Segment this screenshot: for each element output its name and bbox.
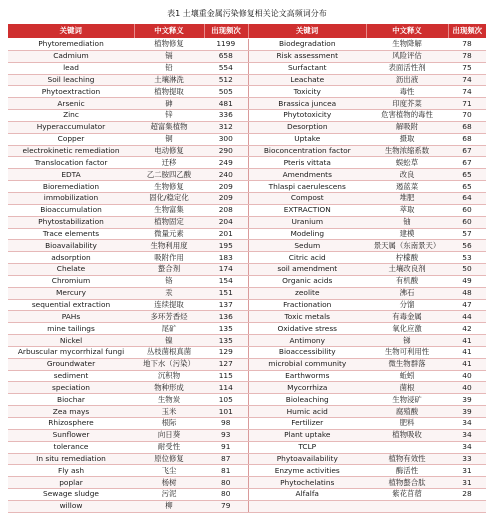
left-chinese-cell: 铜 bbox=[134, 133, 204, 145]
right-frequency-cell: 74 bbox=[448, 86, 486, 98]
left-chinese-cell: 生物富集 bbox=[134, 204, 204, 216]
left-keyword-cell: Zinc bbox=[8, 110, 134, 122]
left-keyword-cell: electrokinetic remediation bbox=[8, 145, 134, 157]
table-row bbox=[8, 299, 486, 311]
left-frequency-cell: 80 bbox=[204, 489, 248, 501]
left-keyword-cell: In situ remediation bbox=[8, 453, 134, 465]
right-chinese-cell bbox=[366, 500, 448, 512]
left-keyword-cell: Arsenic bbox=[8, 98, 134, 110]
left-frequency-cell: 101 bbox=[204, 406, 248, 418]
left-frequency-cell: 249 bbox=[204, 157, 248, 169]
table-row bbox=[8, 370, 486, 382]
right-keyword-cell: Mycorrhiza bbox=[248, 382, 366, 394]
right-chinese-cell: 印度芥菜 bbox=[366, 98, 448, 110]
table-row bbox=[8, 311, 486, 323]
right-frequency-cell: 42 bbox=[448, 323, 486, 335]
left-chinese-cell: 电动修复 bbox=[134, 145, 204, 157]
table-row bbox=[8, 323, 486, 335]
left-frequency-cell: 114 bbox=[204, 382, 248, 394]
left-keyword-cell: sequential extraction bbox=[8, 299, 134, 311]
left-keyword-cell: Soil leaching bbox=[8, 74, 134, 86]
left-keyword-cell: Bioremediation bbox=[8, 181, 134, 193]
right-frequency-cell: 40 bbox=[448, 370, 486, 382]
right-frequency-cell: 60 bbox=[448, 204, 486, 216]
left-chinese-cell: 生物修复 bbox=[134, 181, 204, 193]
left-chinese-cell: 飞尘 bbox=[134, 465, 204, 477]
left-keyword-cell: Chromium bbox=[8, 275, 134, 287]
left-frequency-cell: 127 bbox=[204, 358, 248, 370]
right-keyword-cell: zeolite bbox=[248, 287, 366, 299]
left-chinese-cell: 螯合剂 bbox=[134, 264, 204, 276]
table-row bbox=[8, 358, 486, 370]
right-keyword-cell: Plant uptake bbox=[248, 429, 366, 441]
right-keyword-cell: Biodegradation bbox=[248, 39, 366, 51]
table-row bbox=[8, 252, 486, 264]
left-chinese-cell: 地下水（污染） bbox=[134, 358, 204, 370]
right-frequency-cell: 34 bbox=[448, 429, 486, 441]
left-chinese-cell: 耐受性 bbox=[134, 441, 204, 453]
right-frequency-cell: 34 bbox=[448, 441, 486, 453]
table-row bbox=[8, 62, 486, 74]
table-row bbox=[8, 429, 486, 441]
right-keyword-cell: Brassica juncea bbox=[248, 98, 366, 110]
right-chinese-cell: 铀 bbox=[366, 216, 448, 228]
right-frequency-cell: 49 bbox=[448, 275, 486, 287]
right-keyword-cell: Modeling bbox=[248, 228, 366, 240]
table-row bbox=[8, 98, 486, 110]
right-keyword-cell: Antimony bbox=[248, 335, 366, 347]
left-frequency-cell: 174 bbox=[204, 264, 248, 276]
left-chinese-cell: 生物炭 bbox=[134, 394, 204, 406]
left-frequency-cell: 93 bbox=[204, 429, 248, 441]
right-frequency-cell: 75 bbox=[448, 62, 486, 74]
right-frequency-cell: 56 bbox=[448, 240, 486, 252]
right-chinese-cell: 肥料 bbox=[366, 418, 448, 430]
left-keyword-cell: Zea mays bbox=[8, 406, 134, 418]
left-frequency-cell: 1199 bbox=[204, 39, 248, 51]
left-frequency-cell: 154 bbox=[204, 275, 248, 287]
left-chinese-cell: 土壤淋洗 bbox=[134, 74, 204, 86]
left-chinese-cell: 迁移 bbox=[134, 157, 204, 169]
left-chinese-cell: 植物固定 bbox=[134, 216, 204, 228]
right-keyword-cell: Bioaccessibility bbox=[248, 346, 366, 358]
left-chinese-cell: 尾矿 bbox=[134, 323, 204, 335]
table-row bbox=[8, 110, 486, 122]
right-keyword-cell: EXTRACTION bbox=[248, 204, 366, 216]
right-chinese-cell: 改良 bbox=[366, 169, 448, 181]
left-keyword-cell: sediment bbox=[8, 370, 134, 382]
right-frequency-cell: 47 bbox=[448, 299, 486, 311]
left-keyword-cell: Cadmium bbox=[8, 50, 134, 62]
table-row bbox=[8, 157, 486, 169]
header-chinese-right: 中文释义 bbox=[366, 24, 448, 39]
right-keyword-cell: soil amendment bbox=[248, 264, 366, 276]
table-caption: 表1 土壤重金属污染修复相关论文高频词分布 bbox=[167, 9, 327, 18]
left-chinese-cell: 生物利用度 bbox=[134, 240, 204, 252]
table-row bbox=[8, 394, 486, 406]
right-frequency-cell: 48 bbox=[448, 287, 486, 299]
table-row bbox=[8, 346, 486, 358]
right-keyword-cell: Enzyme activities bbox=[248, 465, 366, 477]
right-chinese-cell: 有毒金属 bbox=[366, 311, 448, 323]
left-keyword-cell: Rhizosphere bbox=[8, 418, 134, 430]
left-frequency-cell: 151 bbox=[204, 287, 248, 299]
keyword-frequency-table bbox=[8, 24, 486, 513]
right-keyword-cell: Bioconcentration factor bbox=[248, 145, 366, 157]
table-row bbox=[8, 181, 486, 193]
left-keyword-cell: Groundwater bbox=[8, 358, 134, 370]
right-keyword-cell: Sedum bbox=[248, 240, 366, 252]
left-keyword-cell: immobilization bbox=[8, 192, 134, 204]
table-row bbox=[8, 216, 486, 228]
left-chinese-cell: 玉米 bbox=[134, 406, 204, 418]
right-keyword-cell: Humic acid bbox=[248, 406, 366, 418]
right-frequency-cell: 65 bbox=[448, 169, 486, 181]
right-frequency-cell: 31 bbox=[448, 465, 486, 477]
right-chinese-cell: 微生物群落 bbox=[366, 358, 448, 370]
left-keyword-cell: Nickel bbox=[8, 335, 134, 347]
left-chinese-cell: 根际 bbox=[134, 418, 204, 430]
left-chinese-cell: 植物提取 bbox=[134, 86, 204, 98]
left-frequency-cell: 79 bbox=[204, 500, 248, 512]
right-chinese-cell: 生物可利用性 bbox=[366, 346, 448, 358]
right-chinese-cell: 酶活性 bbox=[366, 465, 448, 477]
right-keyword-cell: Compost bbox=[248, 192, 366, 204]
left-keyword-cell: PAHs bbox=[8, 311, 134, 323]
left-frequency-cell: 183 bbox=[204, 252, 248, 264]
right-chinese-cell: 锑 bbox=[366, 335, 448, 347]
right-chinese-cell: 柠檬酸 bbox=[366, 252, 448, 264]
right-frequency-cell: 71 bbox=[448, 98, 486, 110]
left-frequency-cell: 300 bbox=[204, 133, 248, 145]
left-frequency-cell: 137 bbox=[204, 299, 248, 311]
right-keyword-cell: Desorption bbox=[248, 121, 366, 133]
left-frequency-cell: 80 bbox=[204, 477, 248, 489]
table-row bbox=[8, 264, 486, 276]
right-frequency-cell: 41 bbox=[448, 346, 486, 358]
left-chinese-cell: 柳 bbox=[134, 500, 204, 512]
left-keyword-cell: Phytoremediation bbox=[8, 39, 134, 51]
right-frequency-cell: 28 bbox=[448, 489, 486, 501]
left-chinese-cell: 固化/稳定化 bbox=[134, 192, 204, 204]
right-frequency-cell: 57 bbox=[448, 228, 486, 240]
left-frequency-cell: 481 bbox=[204, 98, 248, 110]
right-frequency-cell: 68 bbox=[448, 133, 486, 145]
left-keyword-cell: Biochar bbox=[8, 394, 134, 406]
right-keyword-cell: Alfalfa bbox=[248, 489, 366, 501]
table-row bbox=[8, 169, 486, 181]
right-frequency-cell: 74 bbox=[448, 74, 486, 86]
table-row bbox=[8, 240, 486, 252]
right-frequency-cell: 78 bbox=[448, 39, 486, 51]
left-keyword-cell: Translocation factor bbox=[8, 157, 134, 169]
table-row bbox=[8, 145, 486, 157]
right-frequency-cell: 53 bbox=[448, 252, 486, 264]
left-keyword-cell: Bioaccumulation bbox=[8, 204, 134, 216]
left-frequency-cell: 129 bbox=[204, 346, 248, 358]
right-chinese-cell bbox=[366, 441, 448, 453]
right-frequency-cell: 31 bbox=[448, 477, 486, 489]
right-keyword-cell: Phytotoxicity bbox=[248, 110, 366, 122]
left-keyword-cell: Phytostabilization bbox=[8, 216, 134, 228]
table-row bbox=[8, 441, 486, 453]
right-frequency-cell: 67 bbox=[448, 157, 486, 169]
right-frequency-cell: 39 bbox=[448, 394, 486, 406]
left-frequency-cell: 290 bbox=[204, 145, 248, 157]
right-chinese-cell: 摄取 bbox=[366, 133, 448, 145]
table-row bbox=[8, 275, 486, 287]
left-frequency-cell: 136 bbox=[204, 311, 248, 323]
left-frequency-cell: 135 bbox=[204, 323, 248, 335]
right-chinese-cell: 建模 bbox=[366, 228, 448, 240]
table-row bbox=[8, 489, 486, 501]
left-keyword-cell: Fly ash bbox=[8, 465, 134, 477]
right-frequency-cell: 78 bbox=[448, 50, 486, 62]
left-frequency-cell: 240 bbox=[204, 169, 248, 181]
left-keyword-cell: Trace elements bbox=[8, 228, 134, 240]
table-row bbox=[8, 335, 486, 347]
left-chinese-cell: 锌 bbox=[134, 110, 204, 122]
right-chinese-cell: 蚯蚓 bbox=[366, 370, 448, 382]
right-keyword-cell: Amendments bbox=[248, 169, 366, 181]
right-keyword-cell: Fractionation bbox=[248, 299, 366, 311]
right-keyword-cell: Citric acid bbox=[248, 252, 366, 264]
left-frequency-cell: 201 bbox=[204, 228, 248, 240]
table-body bbox=[8, 39, 486, 513]
right-frequency-cell: 40 bbox=[448, 382, 486, 394]
right-chinese-cell: 生物浓缩系数 bbox=[366, 145, 448, 157]
left-frequency-cell: 554 bbox=[204, 62, 248, 74]
right-keyword-cell: Uptake bbox=[248, 133, 366, 145]
right-chinese-cell: 有机酸 bbox=[366, 275, 448, 287]
left-frequency-cell: 98 bbox=[204, 418, 248, 430]
right-frequency-cell: 41 bbox=[448, 358, 486, 370]
right-keyword-cell: Organic acids bbox=[248, 275, 366, 287]
header-keyword-left: 关键词 bbox=[8, 24, 134, 39]
left-frequency-cell: 336 bbox=[204, 110, 248, 122]
right-frequency-cell: 39 bbox=[448, 406, 486, 418]
table-row bbox=[8, 228, 486, 240]
right-chinese-cell: 毒性 bbox=[366, 86, 448, 98]
right-keyword-cell: TCLP bbox=[248, 441, 366, 453]
left-frequency-cell: 115 bbox=[204, 370, 248, 382]
right-chinese-cell: 分馏 bbox=[366, 299, 448, 311]
left-chinese-cell: 丛枝菌根真菌 bbox=[134, 346, 204, 358]
right-frequency-cell: 64 bbox=[448, 192, 486, 204]
left-keyword-cell: Arbuscular mycorrhizal fungi bbox=[8, 346, 134, 358]
left-frequency-cell: 209 bbox=[204, 181, 248, 193]
table-header-row bbox=[8, 24, 486, 39]
right-keyword-cell: Risk assessment bbox=[248, 50, 366, 62]
right-keyword-cell: Leachate bbox=[248, 74, 366, 86]
right-keyword-cell: Pteris vittata bbox=[248, 157, 366, 169]
table-row bbox=[8, 133, 486, 145]
left-chinese-cell: 超富集植物 bbox=[134, 121, 204, 133]
header-frequency-right: 出现频次 bbox=[448, 24, 486, 39]
right-chinese-cell: 生物降解 bbox=[366, 39, 448, 51]
right-frequency-cell: 44 bbox=[448, 311, 486, 323]
left-chinese-cell: 污泥 bbox=[134, 489, 204, 501]
right-keyword-cell: Surfactant bbox=[248, 62, 366, 74]
right-frequency-cell: 33 bbox=[448, 453, 486, 465]
left-frequency-cell: 204 bbox=[204, 216, 248, 228]
left-chinese-cell: 乙二胺四乙酸 bbox=[134, 169, 204, 181]
right-frequency-cell: 50 bbox=[448, 264, 486, 276]
left-keyword-cell: Mercury bbox=[8, 287, 134, 299]
left-frequency-cell: 135 bbox=[204, 335, 248, 347]
right-chinese-cell: 土壤改良剂 bbox=[366, 264, 448, 276]
left-frequency-cell: 312 bbox=[204, 121, 248, 133]
right-frequency-cell: 60 bbox=[448, 216, 486, 228]
left-chinese-cell: 镍 bbox=[134, 335, 204, 347]
right-frequency-cell: 68 bbox=[448, 121, 486, 133]
left-chinese-cell: 砷 bbox=[134, 98, 204, 110]
right-frequency-cell: 65 bbox=[448, 181, 486, 193]
table-row bbox=[8, 418, 486, 430]
right-chinese-cell: 风险评估 bbox=[366, 50, 448, 62]
left-frequency-cell: 658 bbox=[204, 50, 248, 62]
table-row bbox=[8, 500, 486, 512]
left-frequency-cell: 512 bbox=[204, 74, 248, 86]
left-keyword-cell: Sunflower bbox=[8, 429, 134, 441]
right-keyword-cell: Bioleaching bbox=[248, 394, 366, 406]
right-keyword-cell: Toxic metals bbox=[248, 311, 366, 323]
table-row bbox=[8, 465, 486, 477]
right-chinese-cell: 表面活性剂 bbox=[366, 62, 448, 74]
right-chinese-cell: 萃取 bbox=[366, 204, 448, 216]
right-chinese-cell: 腐殖酸 bbox=[366, 406, 448, 418]
right-keyword-cell bbox=[248, 500, 366, 512]
right-keyword-cell: Thlaspi caerulescens bbox=[248, 181, 366, 193]
left-frequency-cell: 209 bbox=[204, 192, 248, 204]
right-chinese-cell: 植物螯合肽 bbox=[366, 477, 448, 489]
left-chinese-cell: 吸附作用 bbox=[134, 252, 204, 264]
left-keyword-cell: Chelate bbox=[8, 264, 134, 276]
left-chinese-cell: 杨树 bbox=[134, 477, 204, 489]
right-chinese-cell: 菌根 bbox=[366, 382, 448, 394]
right-keyword-cell: Uranium bbox=[248, 216, 366, 228]
right-chinese-cell: 沸石 bbox=[366, 287, 448, 299]
left-frequency-cell: 505 bbox=[204, 86, 248, 98]
right-frequency-cell: 67 bbox=[448, 145, 486, 157]
table-row bbox=[8, 204, 486, 216]
left-chinese-cell: 连续提取 bbox=[134, 299, 204, 311]
header-keyword-right: 关键词 bbox=[248, 24, 366, 39]
right-frequency-cell bbox=[448, 500, 486, 512]
right-frequency-cell: 70 bbox=[448, 110, 486, 122]
left-chinese-cell: 铅 bbox=[134, 62, 204, 74]
header-chinese-left: 中文释义 bbox=[134, 24, 204, 39]
right-keyword-cell: Toxicity bbox=[248, 86, 366, 98]
left-chinese-cell: 物种形成 bbox=[134, 382, 204, 394]
right-keyword-cell: Phytochelatins bbox=[248, 477, 366, 489]
right-chinese-cell: 遏蓝菜 bbox=[366, 181, 448, 193]
left-keyword-cell: Bioavailability bbox=[8, 240, 134, 252]
right-chinese-cell: 堆肥 bbox=[366, 192, 448, 204]
table-row bbox=[8, 477, 486, 489]
right-chinese-cell: 危害植物的毒性 bbox=[366, 110, 448, 122]
left-frequency-cell: 195 bbox=[204, 240, 248, 252]
right-chinese-cell: 生物浸矿 bbox=[366, 394, 448, 406]
left-chinese-cell: 汞 bbox=[134, 287, 204, 299]
table-row bbox=[8, 382, 486, 394]
left-chinese-cell: 原位修复 bbox=[134, 453, 204, 465]
table-row bbox=[8, 287, 486, 299]
right-keyword-cell: Fertilizer bbox=[248, 418, 366, 430]
left-keyword-cell: speciation bbox=[8, 382, 134, 394]
left-keyword-cell: mine tailings bbox=[8, 323, 134, 335]
left-chinese-cell: 向日葵 bbox=[134, 429, 204, 441]
left-chinese-cell: 镉 bbox=[134, 50, 204, 62]
table-row bbox=[8, 192, 486, 204]
left-chinese-cell: 微量元素 bbox=[134, 228, 204, 240]
left-keyword-cell: lead bbox=[8, 62, 134, 74]
left-frequency-cell: 87 bbox=[204, 453, 248, 465]
table-row bbox=[8, 50, 486, 62]
header-frequency-left: 出现频次 bbox=[204, 24, 248, 39]
left-frequency-cell: 91 bbox=[204, 441, 248, 453]
left-keyword-cell: tolerance bbox=[8, 441, 134, 453]
right-chinese-cell: 蜈蚣草 bbox=[366, 157, 448, 169]
left-frequency-cell: 208 bbox=[204, 204, 248, 216]
right-chinese-cell: 沥出液 bbox=[366, 74, 448, 86]
right-frequency-cell: 34 bbox=[448, 418, 486, 430]
left-keyword-cell: Sewage sludge bbox=[8, 489, 134, 501]
right-chinese-cell: 植物吸收 bbox=[366, 429, 448, 441]
right-keyword-cell: Earthworms bbox=[248, 370, 366, 382]
right-keyword-cell: Oxidative stress bbox=[248, 323, 366, 335]
left-chinese-cell: 铬 bbox=[134, 275, 204, 287]
left-keyword-cell: willow bbox=[8, 500, 134, 512]
left-chinese-cell: 植物修复 bbox=[134, 39, 204, 51]
right-keyword-cell: microbial community bbox=[248, 358, 366, 370]
left-frequency-cell: 81 bbox=[204, 465, 248, 477]
right-frequency-cell: 41 bbox=[448, 335, 486, 347]
right-chinese-cell: 解吸附 bbox=[366, 121, 448, 133]
left-keyword-cell: Phytoextraction bbox=[8, 86, 134, 98]
right-chinese-cell: 紫花苜蓿 bbox=[366, 489, 448, 501]
left-keyword-cell: poplar bbox=[8, 477, 134, 489]
right-chinese-cell: 氧化应激 bbox=[366, 323, 448, 335]
left-chinese-cell: 沉积物 bbox=[134, 370, 204, 382]
table-row bbox=[8, 406, 486, 418]
table-row bbox=[8, 453, 486, 465]
left-keyword-cell: EDTA bbox=[8, 169, 134, 181]
left-frequency-cell: 105 bbox=[204, 394, 248, 406]
left-keyword-cell: Copper bbox=[8, 133, 134, 145]
right-chinese-cell: 景天属（东南景天） bbox=[366, 240, 448, 252]
table-row bbox=[8, 39, 486, 51]
table-row bbox=[8, 74, 486, 86]
table-row bbox=[8, 86, 486, 98]
right-keyword-cell: Phytoavailability bbox=[248, 453, 366, 465]
table-row bbox=[8, 121, 486, 133]
left-keyword-cell: adsorption bbox=[8, 252, 134, 264]
left-keyword-cell: Hyperaccumulator bbox=[8, 121, 134, 133]
left-chinese-cell: 多环芳香烃 bbox=[134, 311, 204, 323]
right-chinese-cell: 植物有效性 bbox=[366, 453, 448, 465]
